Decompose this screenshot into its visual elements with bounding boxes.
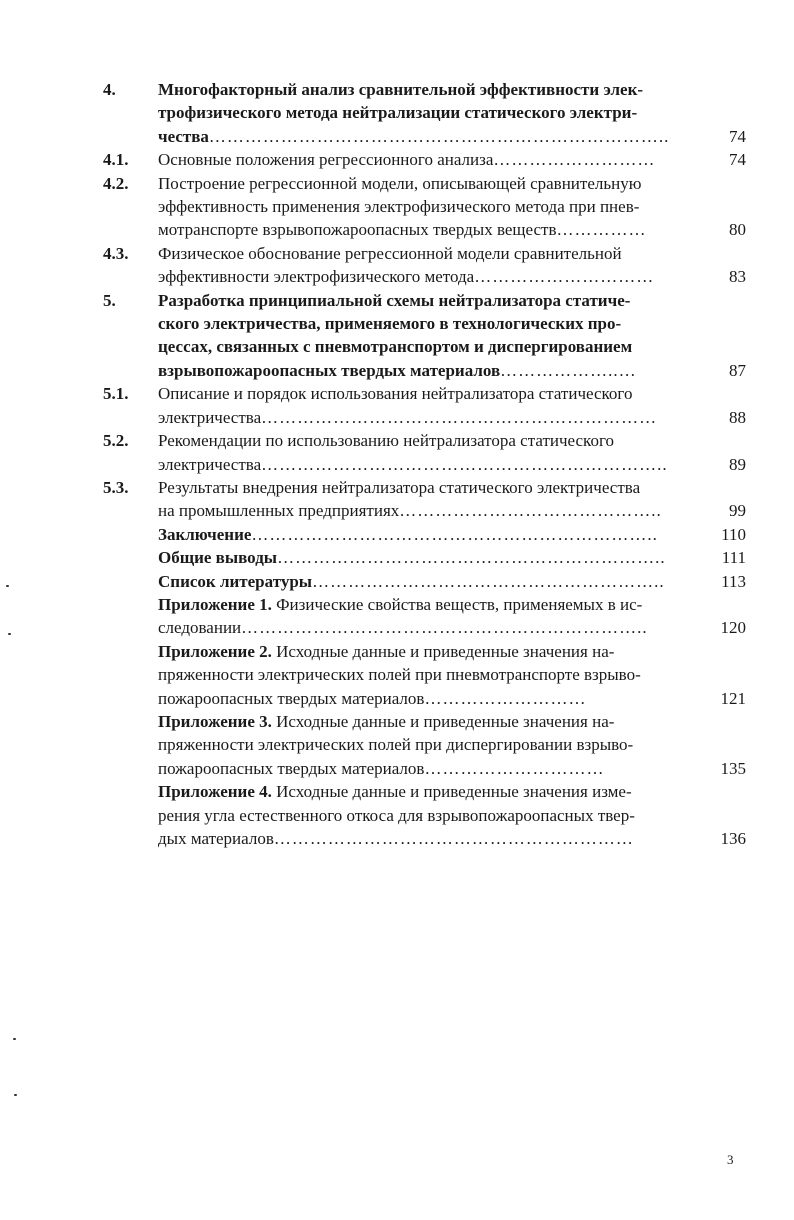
entry-number	[0, 546, 158, 569]
entry-number: 5.	[103, 290, 116, 310]
entry-title	[158, 78, 707, 148]
entry-line-text: Построение регрессионной модели, описывающей сравнительную	[158, 173, 642, 193]
toc-entry	[0, 523, 794, 546]
appendix-label: Приложение 2.	[158, 641, 272, 661]
entry-number: 4.	[103, 80, 116, 99]
entry-line-text: Описание и порядок использования нейтрализатора статического	[158, 384, 633, 404]
entry-line	[158, 335, 707, 358]
entry-last-text: электричества	[158, 454, 262, 474]
entry-last-line	[158, 618, 648, 637]
toc-entry	[0, 546, 794, 569]
entry-title	[158, 382, 707, 429]
entry-line	[158, 429, 707, 452]
entry-line	[158, 101, 707, 124]
entry-line-text: пряженности электрических полей при пневмотранспорте взрыво-	[158, 665, 641, 685]
entry-last-line	[158, 361, 637, 380]
entry-number: 4.2.	[103, 173, 129, 193]
entry-line	[158, 733, 707, 756]
entry-number: 5.2.	[103, 431, 129, 451]
entry-title	[158, 570, 707, 593]
entry-line	[158, 640, 707, 663]
entry-last-line	[158, 127, 669, 146]
entry-line-text: Результаты внедрения нейтрализатора статического электричества	[158, 477, 641, 497]
toc-entry	[0, 710, 794, 780]
dot-leader: …………………………………………………………..	[261, 454, 668, 474]
entry-line-text: рения угла естественного откоса для взрывопожароопасных твер-	[158, 805, 635, 825]
entry-last-text: Основные положения регрессионного анализа	[158, 150, 494, 170]
entry-last-text: Список литературы	[158, 571, 313, 591]
dot-leader: …………………………………………………..	[312, 571, 665, 591]
entry-line-text: цессах, связанных с пневмотранспортом и диспергированием	[158, 337, 633, 357]
entry-number: 4.3.	[103, 243, 129, 263]
toc-entry	[0, 148, 794, 171]
entry-line	[158, 593, 707, 616]
entry-last-line	[158, 267, 654, 286]
toc-entry	[0, 78, 794, 148]
entry-title	[158, 429, 707, 476]
entry-page: 74	[729, 126, 746, 146]
entry-last-line	[158, 455, 668, 474]
dot-leader: …………………………………………………………..	[241, 618, 648, 638]
entry-last-text: пожароопасных твердых материалов	[158, 688, 425, 708]
entry-page: 89	[729, 454, 746, 474]
dot-leader: ……………………………………………………	[273, 829, 634, 848]
entry-line-text: Разработка принципиальной схемы нейтрализатора статиче-	[158, 290, 631, 310]
toc-entry	[0, 289, 794, 383]
entry-page: 110	[721, 524, 746, 544]
toc-entry	[0, 172, 794, 242]
entry-last-line	[158, 829, 634, 848]
entry-number	[0, 593, 158, 640]
appendix-label: Приложение 3.	[158, 711, 272, 731]
entry-last-line	[158, 759, 604, 778]
dot-leader: ………………………	[424, 688, 587, 708]
entry-page: 121	[720, 688, 746, 708]
entry-line	[158, 476, 707, 499]
entry-line	[158, 663, 707, 686]
entry-title	[158, 593, 707, 640]
entry-last-line	[158, 150, 655, 169]
table-of-contents	[0, 78, 794, 850]
entry-page: 83	[729, 267, 746, 287]
dot-leader: ………………………	[493, 150, 656, 170]
entry-last-text: следовании	[158, 618, 242, 638]
dot-leader: …………………………	[424, 758, 605, 778]
dot-leader: ………………………………………………………..	[277, 548, 666, 568]
entry-last-text: Заключение	[158, 524, 252, 544]
entry-line-text: трофизического метода нейтрализации статического электри-	[158, 103, 638, 123]
entry-line	[158, 242, 707, 265]
scan-artifact	[8, 633, 11, 635]
entry-title	[158, 242, 707, 289]
dot-leader: …………………………………………………………	[261, 407, 658, 427]
dot-leader: ……………	[556, 220, 647, 240]
entry-line-text: Физические свойства веществ, применяемых в ис-	[271, 594, 643, 614]
entry-page: 113	[721, 571, 746, 591]
entry-last-text: эффективности электрофизического метода	[158, 267, 475, 287]
entry-line-text: Рекомендации по использованию нейтрализатора статического	[158, 431, 614, 451]
entry-page: 111	[721, 548, 746, 568]
entry-page: 80	[729, 220, 746, 240]
toc-entry	[0, 780, 794, 850]
appendix-label: Приложение 1.	[158, 594, 272, 614]
entry-page: 74	[729, 150, 746, 170]
entry-title	[158, 172, 707, 242]
toc-entry	[0, 570, 794, 593]
toc-entry	[0, 242, 794, 289]
entry-line	[158, 780, 707, 803]
entry-line	[158, 195, 707, 218]
scan-artifact	[13, 1038, 16, 1040]
entry-title	[158, 523, 707, 546]
entry-page: 120	[720, 618, 746, 638]
dot-leader: …………………………	[474, 267, 655, 287]
entry-last-text: взрывопожароопасных твердых материалов	[158, 360, 501, 380]
entry-last-line	[158, 525, 658, 544]
entry-last-text: на промышленных предприятиях	[158, 501, 400, 521]
entry-last-line	[158, 548, 666, 567]
entry-last-text: Общие выводы	[158, 548, 278, 568]
entry-line-text: эффективность применения электрофизического метода при пнев-	[158, 197, 640, 217]
entry-last-line	[158, 689, 586, 708]
entry-title	[158, 710, 707, 780]
entry-line	[158, 804, 707, 827]
entry-line	[158, 710, 707, 733]
entry-line-text: Исходные данные и приведенные значения на-	[271, 641, 615, 661]
entry-number	[0, 523, 158, 546]
toc-entry	[0, 476, 794, 523]
dot-leader: ……………………………………..	[399, 501, 662, 521]
entry-line-text: Многофакторный анализ сравнительной эффективности элек-	[158, 80, 644, 99]
entry-number: 5.3.	[103, 477, 129, 497]
entry-title	[158, 780, 707, 850]
dot-leader: ………………..…	[500, 360, 637, 380]
dot-leader: …………………………………………………………..	[251, 524, 658, 544]
entry-line	[158, 289, 707, 312]
entry-line	[158, 78, 707, 101]
entry-number: 4.1.	[103, 150, 129, 170]
entry-last-text: электричества	[158, 407, 262, 427]
entry-last-line	[158, 220, 647, 239]
entry-page: 135	[720, 758, 746, 778]
entry-number	[0, 710, 158, 780]
entry-number	[0, 640, 158, 710]
entry-last-text: мотранспорте взрывопожароопасных твердых веществ	[158, 220, 557, 240]
entry-title	[158, 476, 707, 523]
entry-number	[0, 780, 158, 850]
entry-line-text: Исходные данные и приведенные значения изме-	[271, 782, 632, 802]
entry-line	[158, 172, 707, 195]
page-number: 3	[727, 1152, 734, 1167]
entry-line-text: пряженности электрических полей при диспергировании взрыво-	[158, 735, 634, 755]
entry-last-text: пожароопасных твердых материалов	[158, 758, 425, 778]
scan-artifact	[14, 1094, 17, 1096]
toc-entry	[0, 640, 794, 710]
entry-last-text: чества	[158, 126, 209, 146]
entry-page: 136	[720, 829, 746, 848]
entry-line	[158, 312, 707, 335]
entry-number: 5.1.	[103, 384, 129, 404]
entry-title	[158, 148, 707, 171]
toc-entry	[0, 593, 794, 640]
entry-last-text: дых материалов	[158, 829, 274, 848]
entry-page: 87	[729, 360, 746, 380]
entry-last-line	[158, 501, 662, 520]
entry-page: 99	[729, 501, 746, 521]
dot-leader: …………………………………………………………………..	[208, 126, 670, 146]
entry-title	[158, 546, 707, 569]
toc-entry	[0, 429, 794, 476]
appendix-label: Приложение 4.	[158, 782, 272, 802]
toc-entry	[0, 382, 794, 429]
entry-line-text: Исходные данные и приведенные значения на-	[271, 711, 615, 731]
entry-title	[158, 289, 707, 383]
entry-last-line	[158, 408, 657, 427]
entry-title	[158, 640, 707, 710]
entry-line-text: ского электричества, применяемого в технологических про-	[158, 314, 622, 334]
scan-artifact	[6, 585, 9, 587]
entry-number	[0, 570, 158, 593]
entry-line-text: Физическое обоснование регрессионной модели сравнительной	[158, 243, 622, 263]
entry-page: 88	[729, 407, 746, 427]
entry-line	[158, 382, 707, 405]
entry-last-line	[158, 572, 665, 591]
